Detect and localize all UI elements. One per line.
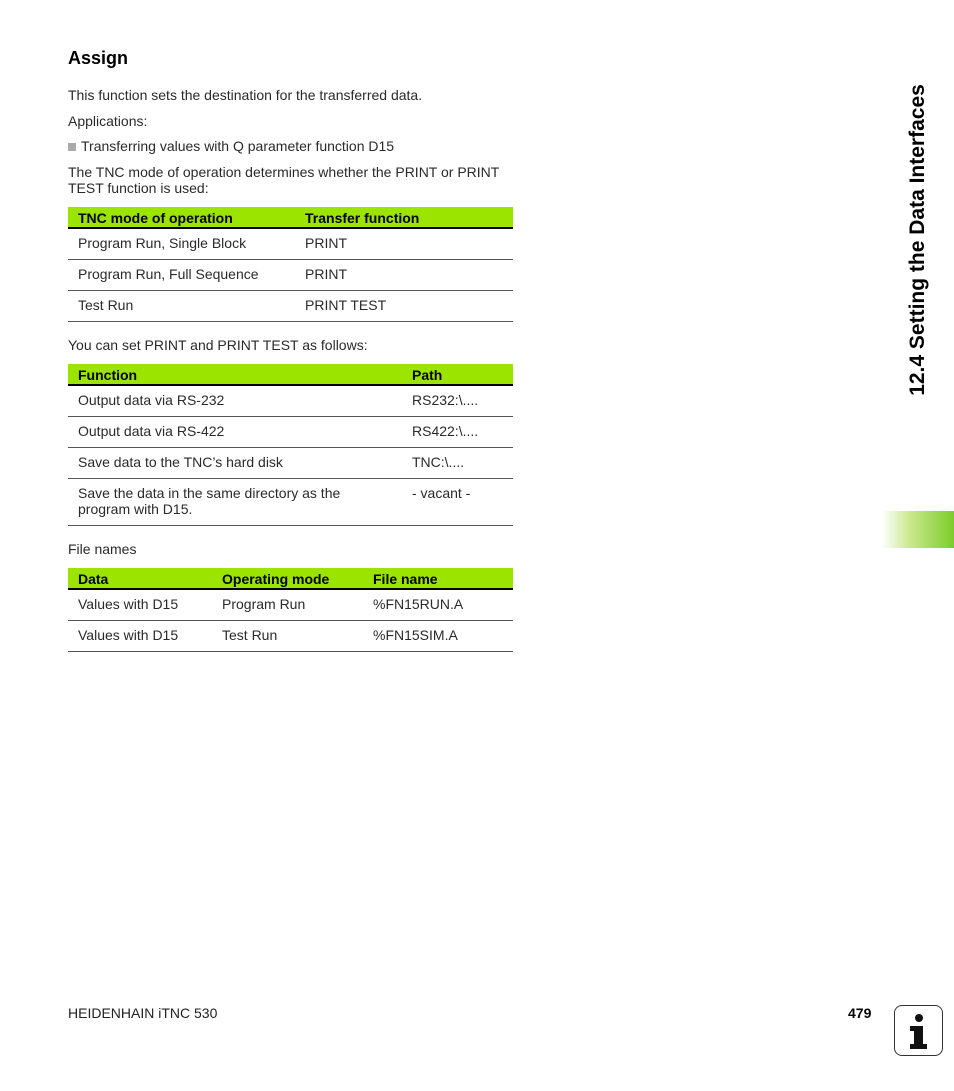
mode-text: The TNC mode of operation determines whether the PRINT or PRINT TEST function is used:: [68, 164, 500, 196]
column-header: Operating mode: [212, 568, 363, 589]
footer-product: HEIDENHAIN iTNC 530: [68, 1005, 218, 1021]
chapter-side-title: [898, 30, 938, 450]
cell: PRINT: [295, 260, 513, 291]
cell: Save the data in the same directory as the program with D15.: [68, 479, 402, 526]
cell: Output data via RS-422: [68, 417, 402, 448]
cell: RS232:\....: [402, 385, 513, 417]
table-row: [68, 291, 513, 322]
mode-table: [68, 207, 513, 322]
cell: Test Run: [68, 291, 295, 322]
table-row: [68, 417, 513, 448]
column-header: TNC mode of operation: [68, 207, 295, 228]
cell: %FN15SIM.A: [363, 621, 513, 652]
cell: Program Run, Single Block: [68, 228, 295, 260]
cell: Program Run, Full Sequence: [68, 260, 295, 291]
column-header: Transfer function: [295, 207, 513, 228]
cell: Output data via RS-232: [68, 385, 402, 417]
cell: PRINT: [295, 228, 513, 260]
bullet-square-icon: [68, 143, 76, 151]
table-row: [68, 479, 513, 526]
table-row: [68, 589, 513, 621]
cell: Values with D15: [68, 621, 212, 652]
chapter-tab-marker: [882, 511, 954, 548]
table-row: [68, 228, 513, 260]
bullet-item: [68, 138, 518, 154]
table-row: [68, 448, 513, 479]
cell: Save data to the TNC’s hard disk: [68, 448, 402, 479]
column-header: Data: [68, 568, 212, 589]
file-names-label: File names: [68, 541, 137, 557]
cell: Program Run: [212, 589, 363, 621]
cell: Test Run: [212, 621, 363, 652]
column-header: Function: [68, 364, 402, 385]
side-title-text: 12.4 Setting the Data Interfaces: [906, 84, 929, 396]
info-icon: [894, 1005, 943, 1056]
cell: - vacant -: [402, 479, 513, 526]
page-number: 479: [848, 1005, 872, 1021]
cell: %FN15RUN.A: [363, 589, 513, 621]
cell: Values with D15: [68, 589, 212, 621]
bullet-text: Transferring values with Q parameter function D15: [81, 138, 395, 154]
table-row: [68, 385, 513, 417]
cell: TNC:\....: [402, 448, 513, 479]
section-heading: Assign: [68, 48, 129, 68]
cell: PRINT TEST: [295, 291, 513, 322]
path-table: [68, 364, 513, 526]
column-header: Path: [402, 364, 513, 385]
file-names-table: [68, 568, 513, 652]
table-row: [68, 260, 513, 291]
intro-text: This function sets the destination for the transferred data.: [68, 87, 423, 103]
table-row: [68, 621, 513, 652]
cell: RS422:\....: [402, 417, 513, 448]
set-text: You can set PRINT and PRINT TEST as follows:: [68, 337, 368, 353]
column-header: File name: [363, 568, 513, 589]
applications-label: Applications:: [68, 113, 148, 129]
